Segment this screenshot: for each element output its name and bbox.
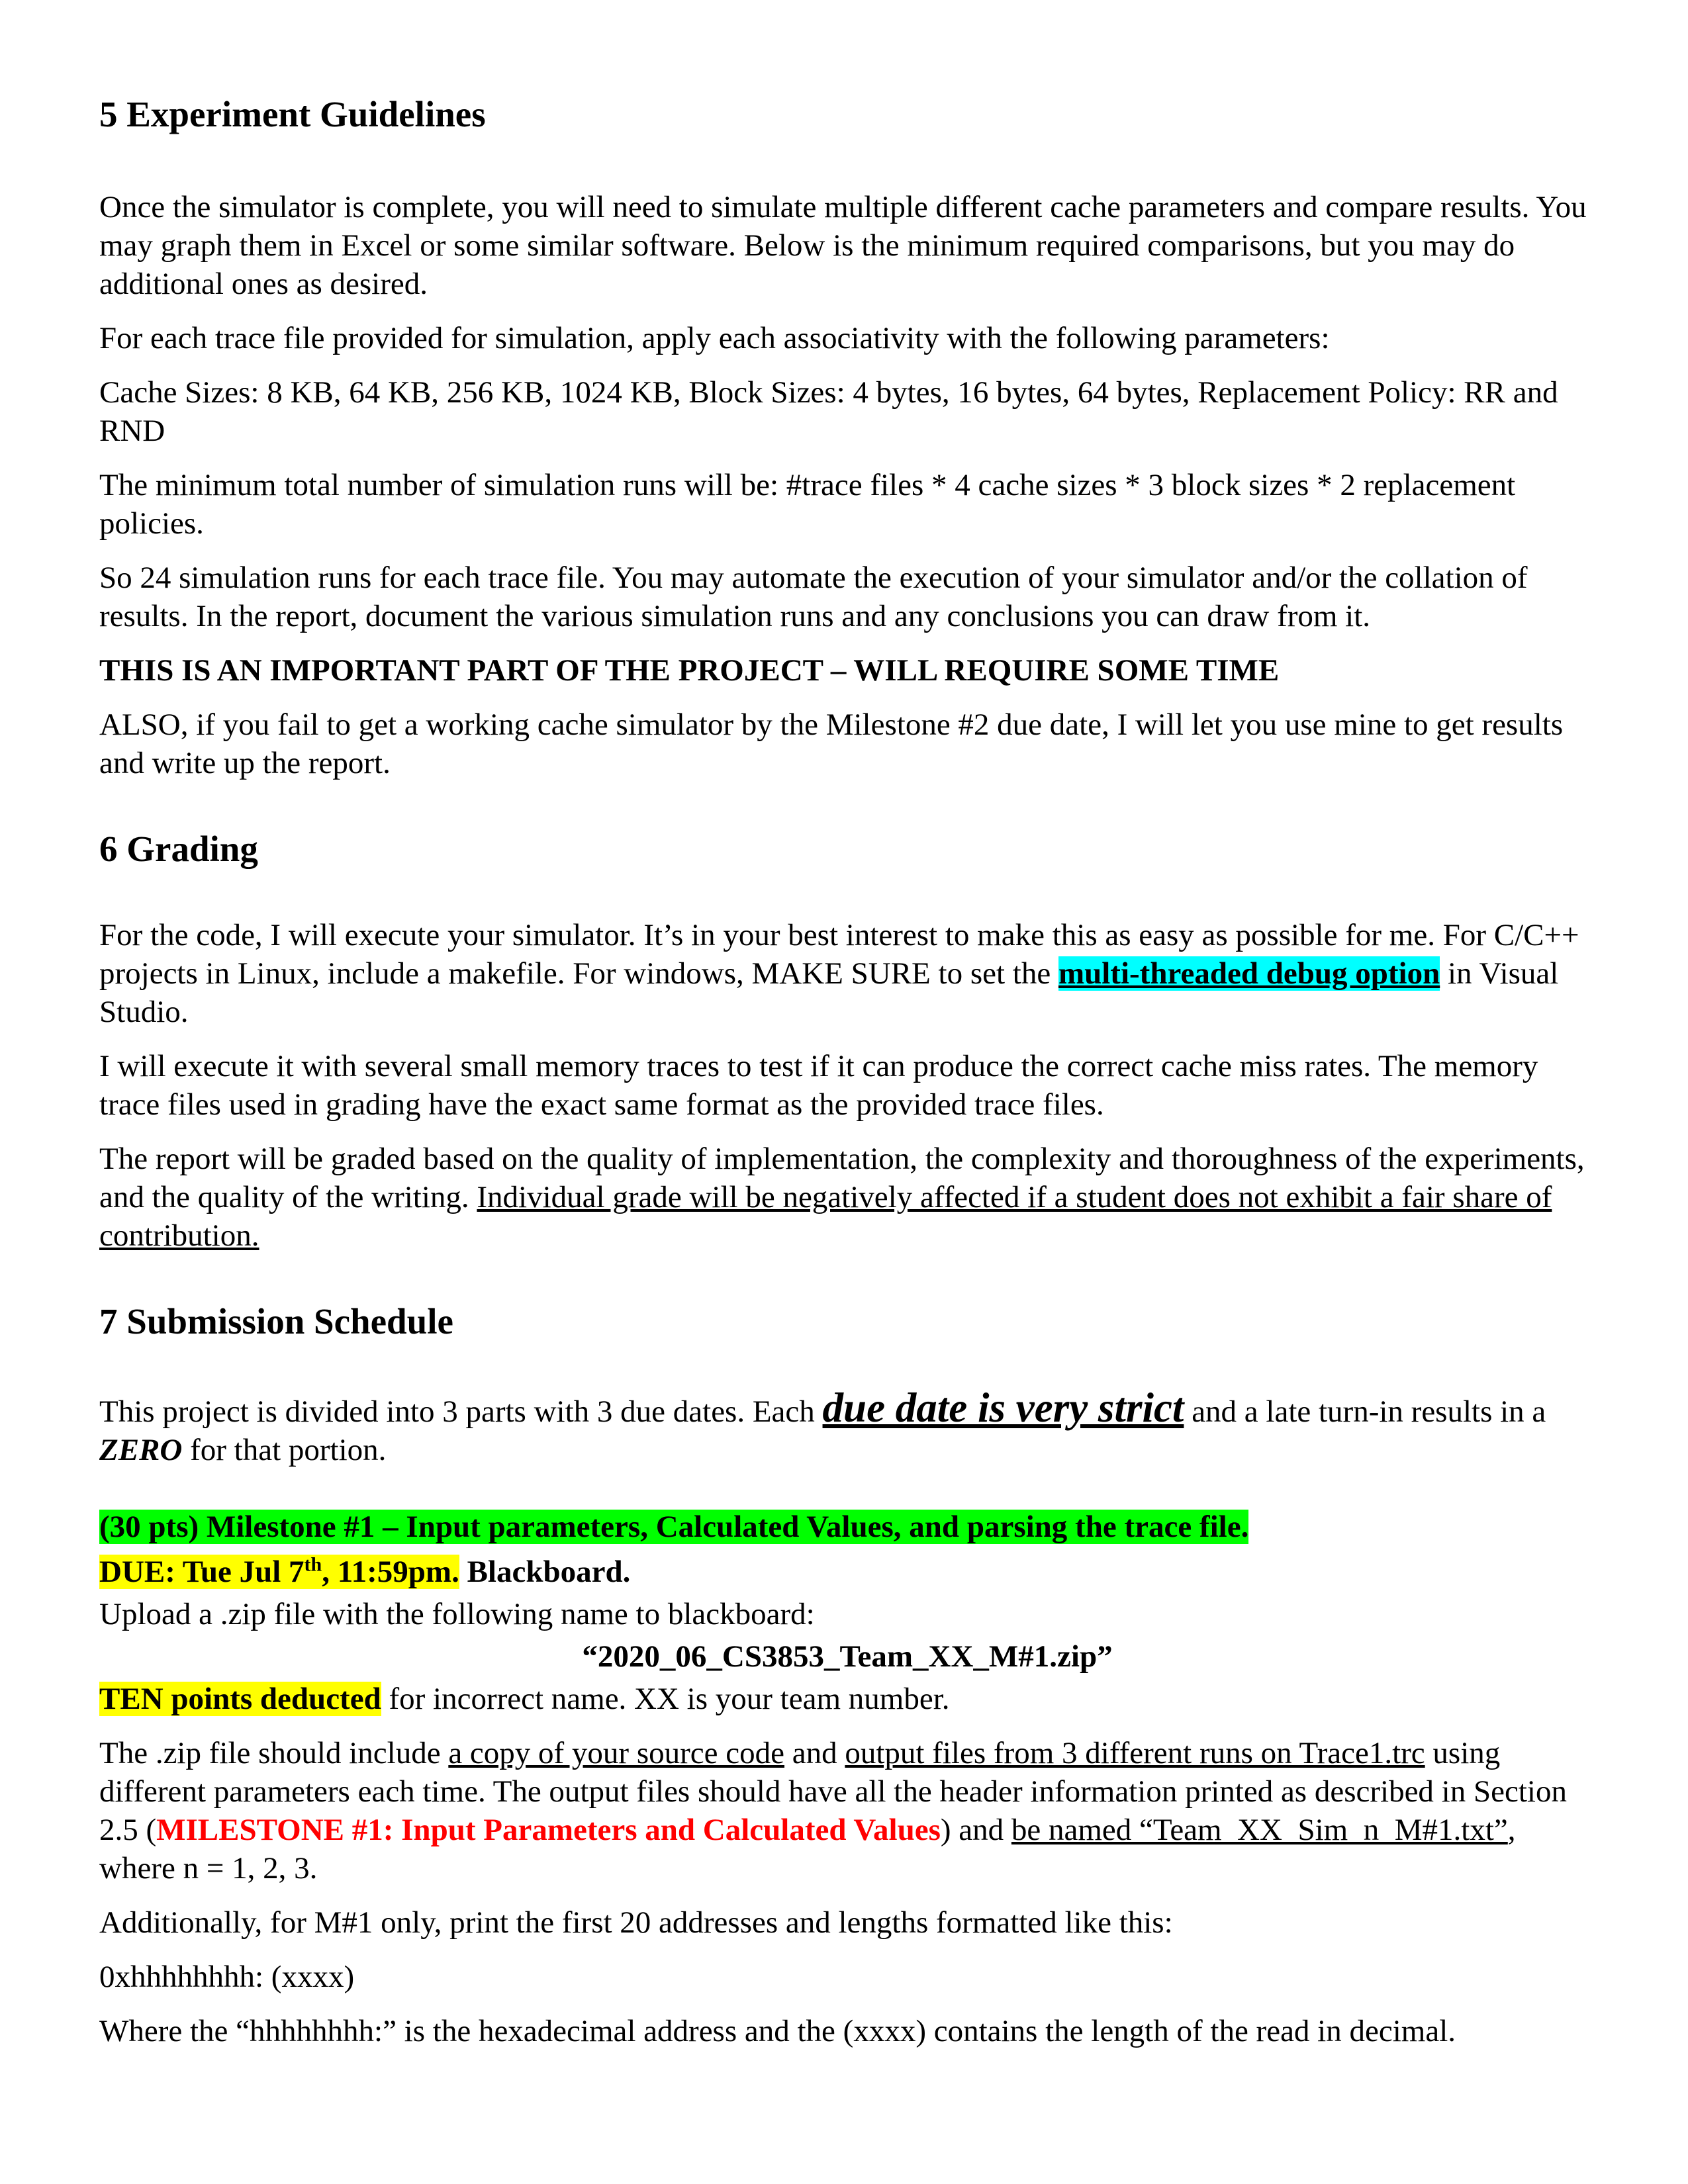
due-date-highlight bbox=[99, 1555, 459, 1589]
format-explanation: Where the “hhhhhhhh:” is the hexadecimal address and the (xxxx) contains the length of the read in decimal. bbox=[99, 2014, 1456, 2048]
section-7-heading: 7 Submission Schedule bbox=[99, 1301, 453, 1342]
address-format: 0xhhhhhhhh: (xxxx) bbox=[99, 1960, 355, 1994]
s7-paragraph-1 bbox=[99, 1385, 1595, 1469]
ten-points-rest: for incorrect name. XX is your team number. bbox=[381, 1682, 950, 1716]
s5-paragraph-4: The minimum total number of simulation runs will be: #trace files * 4 cache sizes * 3 block sizes * 2 replacement policies. bbox=[99, 468, 1516, 541]
ten-points-line bbox=[99, 1680, 1595, 1718]
s7-p1-end: for that portion. bbox=[182, 1433, 387, 1467]
section-5-heading: 5 Experiment Guidelines bbox=[99, 94, 486, 134]
additional-instruction: Additionally, for M#1 only, print the first 20 addresses and lengths formatted like this: bbox=[99, 1905, 1173, 1940]
zip-output-files: output files from 3 different runs on Trace1.trc bbox=[845, 1736, 1425, 1770]
milestone-1-reference: MILESTONE #1: Input Parameters and Calculated Values bbox=[156, 1813, 941, 1847]
due-blackboard: Blackboard. bbox=[459, 1555, 631, 1589]
s6-paragraph-3 bbox=[99, 1140, 1595, 1255]
zip-source-code: a copy of your source code bbox=[448, 1736, 784, 1770]
s5-paragraph-5: So 24 simulation runs for each trace file. You may automate the execution of your simulator and/or the collation of results. In the report, document the various simulation runs and any conclusions you can draw from it. bbox=[99, 561, 1528, 633]
s6-p1-text: For the code, I will execute your simulator. It’s in your best interest to make this as easy as possible for me. For C/C++ projects in Linux, include a makefile. For windows, MAKE SURE to set the bbox=[99, 918, 1579, 991]
zip-c: and bbox=[784, 1736, 845, 1770]
milestone-1-highlight: (30 pts) Milestone #1 – Input parameters, Calculated Values, and parsing the trace file. bbox=[99, 1510, 1249, 1544]
milestone-1-line bbox=[99, 1508, 1595, 1546]
zip-filename: “2020_06_CS3853_Team_XX_M#1.zip” bbox=[582, 1639, 1113, 1674]
upload-instruction: Upload a .zip file with the following name to blackboard: bbox=[99, 1597, 815, 1631]
zip-e: using different parameters each time. The output files should have all the header information printed as described in Section 2.5 ( bbox=[99, 1736, 1567, 1847]
debug-option-highlight: multi-threaded debug option bbox=[1058, 956, 1440, 991]
zero-emphasis: ZERO bbox=[99, 1433, 183, 1467]
s5-paragraph-3: Cache Sizes: 8 KB, 64 KB, 256 KB, 1024 KB, Block Sizes: 4 bytes, 16 bytes, 64 bytes, Replacement Policy: RR and RND bbox=[99, 375, 1558, 448]
ten-points-highlight: TEN points deducted bbox=[99, 1682, 381, 1716]
s6-paragraph-1 bbox=[99, 916, 1595, 1031]
s6-p3-text: The report will be graded based on the quality of implementation, the complexity and thoroughness of the experiments, and the quality of the writing. bbox=[99, 1142, 1585, 1214]
due-date-suffix: th bbox=[304, 1553, 322, 1576]
zip-naming: be named “Team_XX_Sim_n_M#1.txt” bbox=[1011, 1813, 1508, 1847]
section-6-heading: 6 Grading bbox=[99, 829, 258, 869]
s5-important-note: THIS IS AN IMPORTANT PART OF THE PROJECT – WILL REQUIRE SOME TIME bbox=[99, 653, 1280, 688]
individual-grade-note: Individual grade will be negatively affected if a student does not exhibit a fair share of contribution. bbox=[99, 1180, 1552, 1253]
s6-paragraph-2: I will execute it with several small memory traces to test if it can produce the correct cache miss rates. The memory trace files used in grading have the exact same format as the provided trace files. bbox=[99, 1049, 1538, 1122]
zip-i: , where n = 1, 2, 3. bbox=[99, 1813, 1516, 1886]
document-page bbox=[99, 93, 1595, 2050]
s7-p1-text: This project is divided into 3 parts with 3 due dates. Each bbox=[99, 1394, 823, 1429]
strict-due-date-emphasis: due date is very strict bbox=[822, 1385, 1184, 1431]
zip-a: The .zip file should include bbox=[99, 1736, 449, 1770]
zip-contents-paragraph bbox=[99, 1734, 1595, 1888]
s7-p1-mid: and a late turn-in results in a bbox=[1184, 1394, 1546, 1429]
due-date-time: , 11:59pm. bbox=[322, 1555, 459, 1589]
s5-paragraph-7: ALSO, if you fail to get a working cache simulator by the Milestone #2 due date, I will let you use mine to get results and write up the report. bbox=[99, 707, 1564, 780]
s5-paragraph-2: For each trace file provided for simulation, apply each associativity with the following parameters: bbox=[99, 321, 1330, 355]
zip-g: ) and bbox=[940, 1813, 1011, 1847]
s5-paragraph-1: Once the simulator is complete, you will need to simulate multiple different cache parameters and compare results. You may graph them in Excel or some similar software. Below is the minimum required comparisons, but you may do additional ones as desired. bbox=[99, 190, 1587, 301]
due-date-line bbox=[99, 1553, 1595, 1591]
s6-p1-end: in Visual Studio. bbox=[99, 956, 1559, 1029]
due-date-text: DUE: Tue Jul 7 bbox=[99, 1555, 305, 1589]
